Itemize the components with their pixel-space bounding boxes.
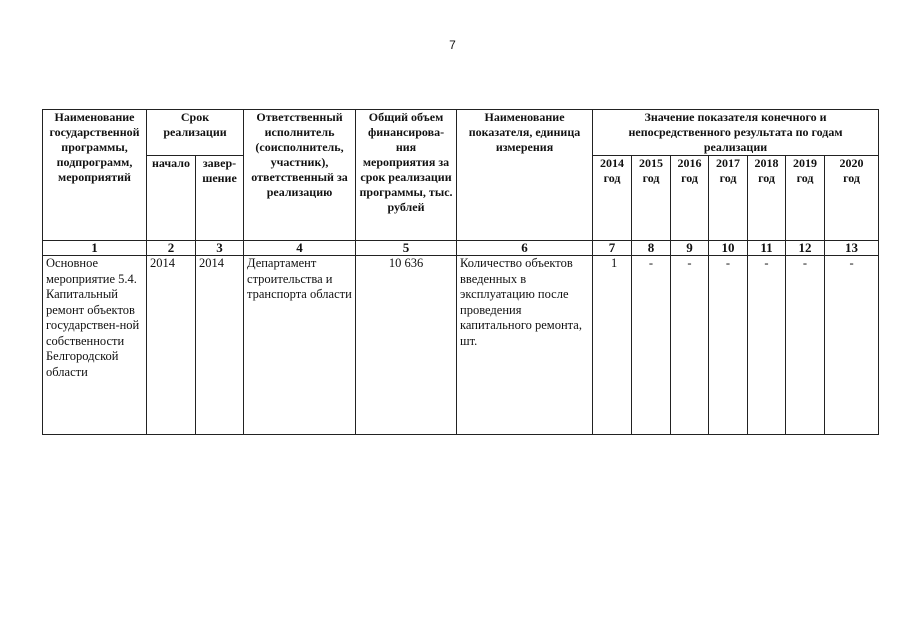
year-label: 2015 (639, 156, 664, 170)
column-number: 4 (244, 241, 356, 256)
year-unit: год (758, 171, 775, 185)
column-number: 13 (825, 241, 879, 256)
column-number: 3 (196, 241, 244, 256)
year-unit: год (719, 171, 737, 185)
cell-value-2014: 1 (593, 256, 632, 435)
year-unit: год (642, 171, 660, 185)
cell-value-2019: - (786, 256, 825, 435)
year-unit: год (843, 171, 860, 185)
header-indicator-values: Значение показателя конечного и непосредственного результата по годам реализации (593, 110, 879, 156)
column-number: 11 (748, 241, 786, 256)
header-year-2020 (825, 156, 879, 241)
year-unit: год (603, 171, 621, 185)
cell-financing: 10 636 (356, 256, 457, 435)
cell-program-name: Основное мероприятие 5.4. Капитальный ремонт объектов государствен-ной собственности Белгородской области (43, 256, 147, 435)
column-number: 8 (632, 241, 671, 256)
column-number: 5 (356, 241, 457, 256)
year-label: 2017 (716, 156, 741, 170)
column-number: 10 (709, 241, 748, 256)
year-unit: год (681, 171, 698, 185)
header-financing: Общий объем финансирова-ния мероприятия за срок реализации программы, тыс. рублей (356, 110, 457, 241)
header-executor: Ответственный исполнитель (соисполнитель, участник), ответственный за реализацию (244, 110, 356, 241)
header-year-2019 (786, 156, 825, 241)
year-label: 2016 (677, 156, 702, 170)
cell-indicator: Количество объектов введенных в эксплуатацию после проведения капитального ремонта, шт. (457, 256, 593, 435)
header-year-2017 (709, 156, 748, 241)
column-number: 2 (147, 241, 196, 256)
cell-value-2018: - (748, 256, 786, 435)
header-row-top (43, 110, 879, 156)
cell-executor: Департамент строительства и транспорта области (244, 256, 356, 435)
header-program-name: Наименование государственной программы, подпрограмм, мероприятий (43, 110, 147, 241)
column-number: 6 (457, 241, 593, 256)
header-indicator: Наименование показателя, единица измерения (457, 110, 593, 241)
header-year-2018 (748, 156, 786, 241)
year-label: 2018 (754, 156, 779, 170)
column-number-row (43, 241, 879, 256)
column-number: 1 (43, 241, 147, 256)
page-number: 7 (449, 38, 456, 52)
column-number: 7 (593, 241, 632, 256)
table-row (43, 256, 879, 435)
year-label: 2019 (793, 156, 818, 170)
cell-value-2015: - (632, 256, 671, 435)
header-term: Срок реализации (147, 110, 244, 156)
header-year-2015 (632, 156, 671, 241)
column-number: 12 (786, 241, 825, 256)
column-number: 9 (671, 241, 709, 256)
year-label: 2014 (600, 156, 625, 170)
year-label: 2020 (839, 156, 864, 170)
cell-term-end: 2014 (196, 256, 244, 435)
cell-value-2016: - (671, 256, 709, 435)
header-year-2014 (593, 156, 632, 241)
cell-value-2020: - (825, 256, 879, 435)
cell-value-2017: - (709, 256, 748, 435)
header-year-2016 (671, 156, 709, 241)
header-term-start: начало (147, 156, 196, 241)
header-term-end: завер-шение (196, 156, 244, 241)
program-table (42, 109, 879, 435)
cell-term-start: 2014 (147, 256, 196, 435)
year-unit: год (796, 171, 814, 185)
